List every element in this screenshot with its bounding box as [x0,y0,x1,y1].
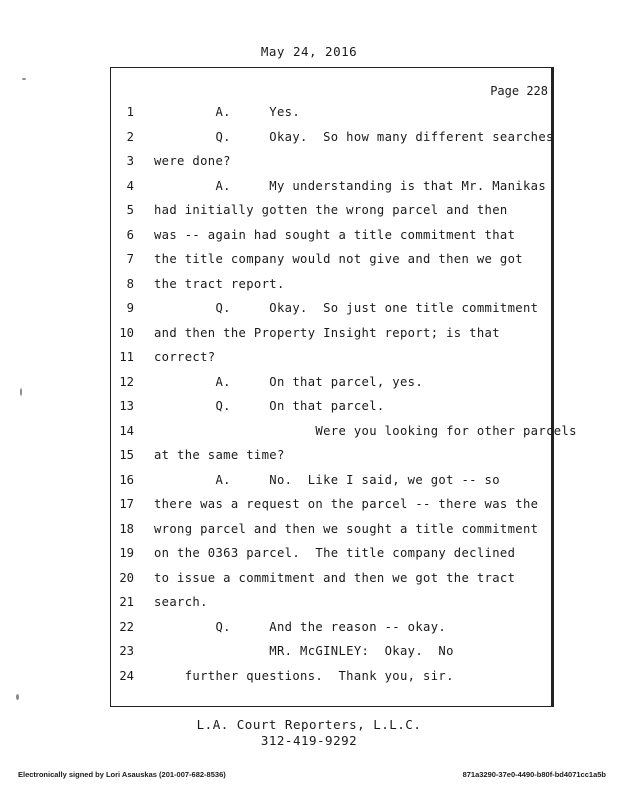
document-id: 871a3290-37e0-4490-b80f-bd4071cc1a5b [462,770,606,779]
page-number: Page 228 [490,84,548,98]
line-text: further questions. Thank you, sir. [154,668,454,683]
line-number: 17 [119,497,134,511]
line-text: correct? [154,350,216,364]
line-number: 2 [126,129,134,144]
line-number: 23 [119,644,134,658]
deposition-date: May 24, 2016 [260,44,358,59]
line-text: the tract report. [154,276,285,291]
line-number: 16 [119,472,134,487]
line-text: had initially gotten the wrong parcel and then [154,203,508,217]
line-text: Were you looking for other parcels [154,423,577,438]
line-number: 12 [119,374,134,389]
court-reporter-phone: 312-419-9292 [260,733,358,748]
line-number: 6 [126,227,134,242]
line-number: 9 [126,301,134,315]
line-text: wrong parcel and then we sought a title commitment [154,521,539,536]
electronic-signature-note: Electronically signed by Lori Asauskas (201-007-682-8536) [18,770,226,779]
line-text: A. My understanding is that Mr. Manikas [154,178,547,193]
line-text: MR. McGINLEY: Okay. No [154,644,454,658]
line-text: to issue a commitment and then we got the tract [154,570,516,585]
line-number: 20 [119,570,134,585]
line-text: was -- again had sought a title commitment that [154,227,516,242]
line-number: 3 [126,154,134,168]
line-number: 15 [119,448,134,462]
line-text: and then the Property Insight report; is that [154,325,500,340]
line-number: 14 [119,423,134,438]
line-number: 11 [119,350,134,364]
line-number: 8 [126,276,134,291]
line-text: A. On that parcel, yes. [154,374,424,389]
line-number: 13 [119,399,134,413]
line-number: 22 [119,619,134,634]
line-text: Q. Okay. So just one title commitment [154,301,539,315]
line-number: 10 [119,325,134,340]
line-number: 1 [126,105,134,119]
scan-speck [16,694,19,700]
line-text: Q. And the reason -- okay. [154,619,447,634]
line-text: there was a request on the parcel -- there was the [154,497,539,511]
court-reporter-name: L.A. Court Reporters, L.L.C. [196,717,422,732]
line-number: 7 [126,252,134,266]
line-number: 19 [119,546,134,560]
scan-speck [20,388,22,396]
line-text: A. No. Like I said, we got -- so [154,472,500,487]
line-text: were done? [154,154,231,168]
line-number: 24 [119,668,134,683]
line-number: 21 [119,595,134,609]
scan-speck [22,78,26,80]
line-text: at the same time? [154,448,285,462]
line-text: the title company would not give and then we got [154,252,523,266]
line-text: A. Yes. [154,105,301,119]
line-number: 5 [126,203,134,217]
line-text: search. [154,595,208,609]
line-text: Q. On that parcel. [154,399,385,413]
line-text: Q. Okay. So how many different searches [154,129,554,144]
line-number: 4 [126,178,134,193]
line-text: on the 0363 parcel. The title company declined [154,546,516,560]
line-number: 18 [119,521,134,536]
